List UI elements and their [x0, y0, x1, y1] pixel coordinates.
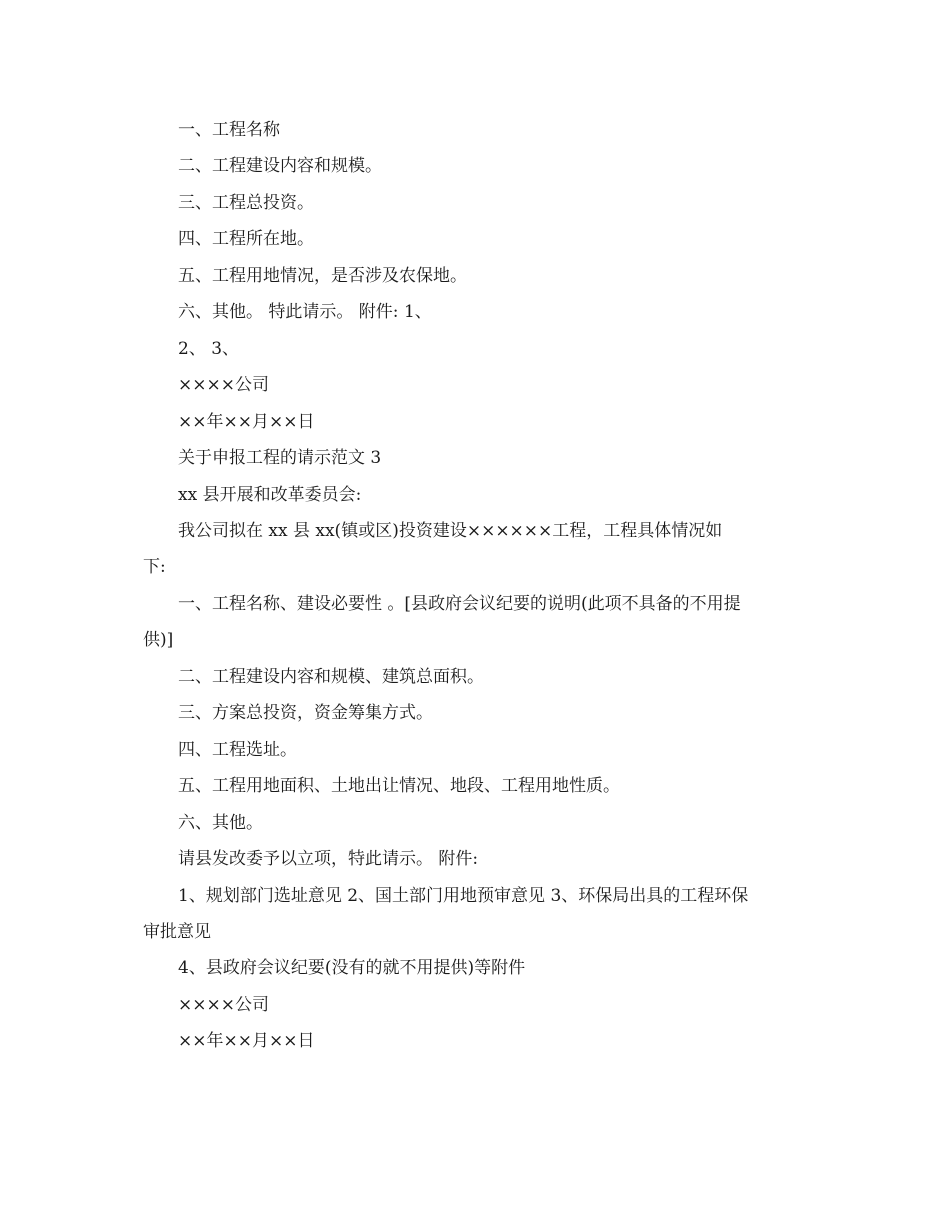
text-line: 二、工程建设内容和规模、建筑总面积。 — [178, 667, 484, 687]
company-name: ××××公司 — [178, 375, 269, 395]
text-line: 供)] — [143, 630, 174, 650]
text-line: 六、其他。 特此请示。 附件: 1、 — [178, 302, 432, 322]
text-line: 五、工程用地面积、土地出让情况、地段、工程用地性质。 — [178, 776, 620, 796]
date-line: ××年××月××日 — [178, 1031, 315, 1051]
text-line: 我公司拟在 xx 县 xx(镇或区)投资建设××××××工程，工程具体情况如 — [178, 521, 723, 541]
text-line: 4、县政府会议纪要(没有的就不用提供)等附件 — [178, 958, 526, 978]
text-line: 五、工程用地情况，是否涉及农保地。 — [178, 266, 467, 286]
text-line: 二、工程建设内容和规模。 — [178, 156, 382, 176]
text-line: 四、工程选址。 — [178, 740, 297, 760]
text-line: 一、工程名称 — [178, 120, 280, 140]
text-line: 三、方案总投资，资金筹集方式。 — [178, 703, 433, 723]
text-line: 四、工程所在地。 — [178, 229, 314, 249]
text-line: 下: — [143, 557, 166, 577]
text-line: 六、其他。 — [178, 813, 263, 833]
text-line: 2、 3、 — [178, 339, 240, 359]
text-line: 一、工程名称、建设必要性 。[县政府会议纪要的说明(此项不具备的不用提 — [178, 594, 741, 614]
section-title: 关于申报工程的请示范文 3 — [178, 448, 382, 468]
text-line: 审批意见 — [143, 922, 211, 942]
text-line: 三、工程总投资。 — [178, 193, 314, 213]
date-line: ××年××月××日 — [178, 412, 315, 432]
company-name: ××××公司 — [178, 995, 269, 1015]
text-line: 1、规划部门选址意见 2、国土部门用地预审意见 3、环保局出具的工程环保 — [178, 886, 749, 906]
text-line: 请县发改委予以立项，特此请示。 附件: — [178, 849, 479, 869]
addressee: xx 县开展和改革委员会: — [178, 485, 362, 505]
